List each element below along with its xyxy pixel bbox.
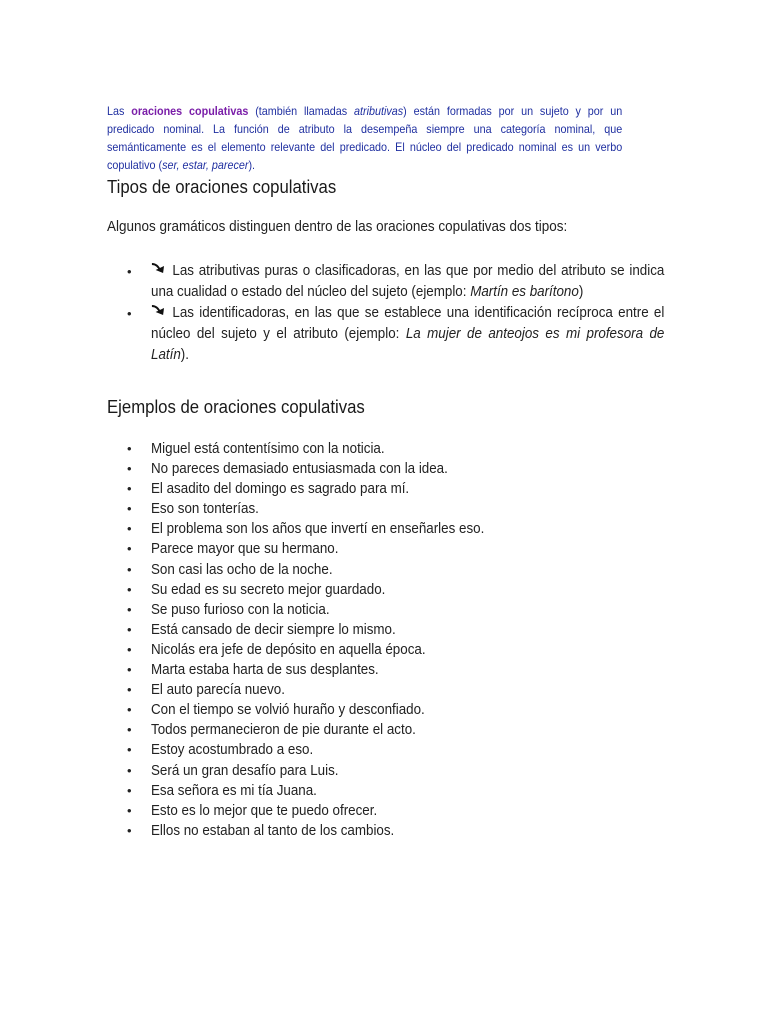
list-item xyxy=(127,600,647,620)
tipo-text: Las identificadoras, en las que se establece una identificación recíproca entre el núcleo del sujeto y el atributo (ejemplo: xyxy=(151,305,665,342)
bullet: • xyxy=(127,481,132,497)
example-text: El asadito del domingo es sagrado para mí. xyxy=(151,481,410,498)
list-item xyxy=(127,519,647,539)
list-item xyxy=(127,479,647,499)
example-text: Esa señora es mi tía Juana. xyxy=(151,782,317,799)
tipo-item xyxy=(127,303,663,366)
example-text: Todos permanecieron de pie durante el acto. xyxy=(151,722,416,739)
intro-paragraph xyxy=(107,103,622,175)
tipo-example: Martín es barítono xyxy=(470,284,579,300)
bullet: • xyxy=(127,662,132,678)
list-item xyxy=(127,821,647,841)
intro-suffix: ). xyxy=(248,158,256,172)
bullet: • xyxy=(127,682,132,698)
bullet: • xyxy=(127,702,132,718)
list-item xyxy=(127,620,647,640)
bullet: • xyxy=(127,306,132,321)
bullet: • xyxy=(127,264,132,279)
list-item xyxy=(127,499,647,519)
example-text: Parece mayor que su hermano. xyxy=(151,541,339,558)
tipos-list xyxy=(127,261,663,366)
example-text: Marta estaba harta de sus desplantes. xyxy=(151,662,379,679)
list-item xyxy=(127,720,647,740)
tipos-lead: Algunos gramáticos distinguen dentro de las oraciones copulativas dos tipos: xyxy=(107,219,568,235)
example-text: Será un gran desafío para Luis. xyxy=(151,762,339,779)
intro-alt-term: atributivas xyxy=(354,104,404,118)
list-item xyxy=(127,801,647,821)
example-text: Miguel está contentísimo con la noticia. xyxy=(151,441,385,457)
intro-mid2: ) están formadas por un sujeto y por un predicado nominal. La función de atributo la desempeña siempre una categoría nominal, que semánticamente es el elemento relevante del predicado. El núcleo del predicado nominal es un verbo copulativo ( xyxy=(107,104,623,172)
list-item xyxy=(127,580,647,600)
list-item xyxy=(127,700,647,720)
example-text: Su edad es su secreto mejor guardado. xyxy=(151,581,386,598)
example-text: Se puso furioso con la noticia. xyxy=(151,601,330,618)
curved-arrow-icon xyxy=(151,262,171,276)
list-item xyxy=(127,640,647,660)
bullet: • xyxy=(127,782,132,798)
list-item xyxy=(127,560,647,580)
ejemplos-list xyxy=(127,439,647,841)
bullet: • xyxy=(127,641,132,657)
bullet: • xyxy=(127,461,132,477)
heading-ejemplos: Ejemplos de oraciones copulativas xyxy=(107,397,365,417)
example-text: Eso son tonterías. xyxy=(151,501,259,518)
bullet: • xyxy=(127,501,132,517)
list-item xyxy=(127,740,647,760)
example-text: Ellos no estaban al tanto de los cambios. xyxy=(151,822,395,839)
example-text: El auto parecía nuevo. xyxy=(151,682,285,699)
list-item xyxy=(127,539,647,559)
intro-term: oraciones copulativas xyxy=(131,104,249,118)
bullet: • xyxy=(127,742,132,758)
bullet: • xyxy=(127,822,132,838)
bullet: • xyxy=(127,581,132,597)
bullet: • xyxy=(127,722,132,738)
example-text: El problema son los años que invertí en enseñarles eso. xyxy=(151,521,485,538)
bullet: • xyxy=(127,541,132,557)
intro-prefix: Las xyxy=(107,104,132,118)
intro-verbs: ser, estar, parecer xyxy=(162,158,249,172)
tipo-close: ). xyxy=(180,347,189,363)
curved-arrow-icon xyxy=(151,304,171,318)
list-item xyxy=(127,660,647,680)
list-item xyxy=(127,680,647,700)
tipo-example: La mujer de anteojos es mi profesora de Latín xyxy=(151,326,665,363)
example-text: Esto es lo mejor que te puedo ofrecer. xyxy=(151,802,378,819)
tipo-item xyxy=(127,261,663,303)
list-item xyxy=(127,459,647,479)
bullet: • xyxy=(127,621,132,637)
bullet: • xyxy=(127,521,132,537)
example-text: Son casi las ocho de la noche. xyxy=(151,561,333,578)
tipo-text: Las atributivas puras o clasificadoras, en las que por medio del atributo se indica una cualidad o estado del núcleo del sujeto (ejemplo: xyxy=(151,263,665,300)
bullet: • xyxy=(127,561,132,577)
list-item xyxy=(127,781,647,801)
example-text: Estoy acostumbrado a eso. xyxy=(151,742,314,759)
example-text: Nicolás era jefe de depósito en aquella época. xyxy=(151,641,426,658)
example-text: Está cansado de decir siempre lo mismo. xyxy=(151,621,396,638)
list-item xyxy=(127,761,647,781)
list-item xyxy=(127,439,647,459)
tipo-close: ) xyxy=(578,284,584,300)
example-text: Con el tiempo se volvió huraño y desconfiado. xyxy=(151,702,425,719)
intro-mid1: (también llamadas xyxy=(248,104,355,118)
example-text: No pareces demasiado entusiasmada con la idea. xyxy=(151,461,448,478)
bullet: • xyxy=(127,762,132,778)
bullet: • xyxy=(127,441,132,456)
bullet: • xyxy=(127,601,132,617)
bullet: • xyxy=(127,802,132,818)
heading-tipos: Tipos de oraciones copulativas xyxy=(107,177,337,197)
